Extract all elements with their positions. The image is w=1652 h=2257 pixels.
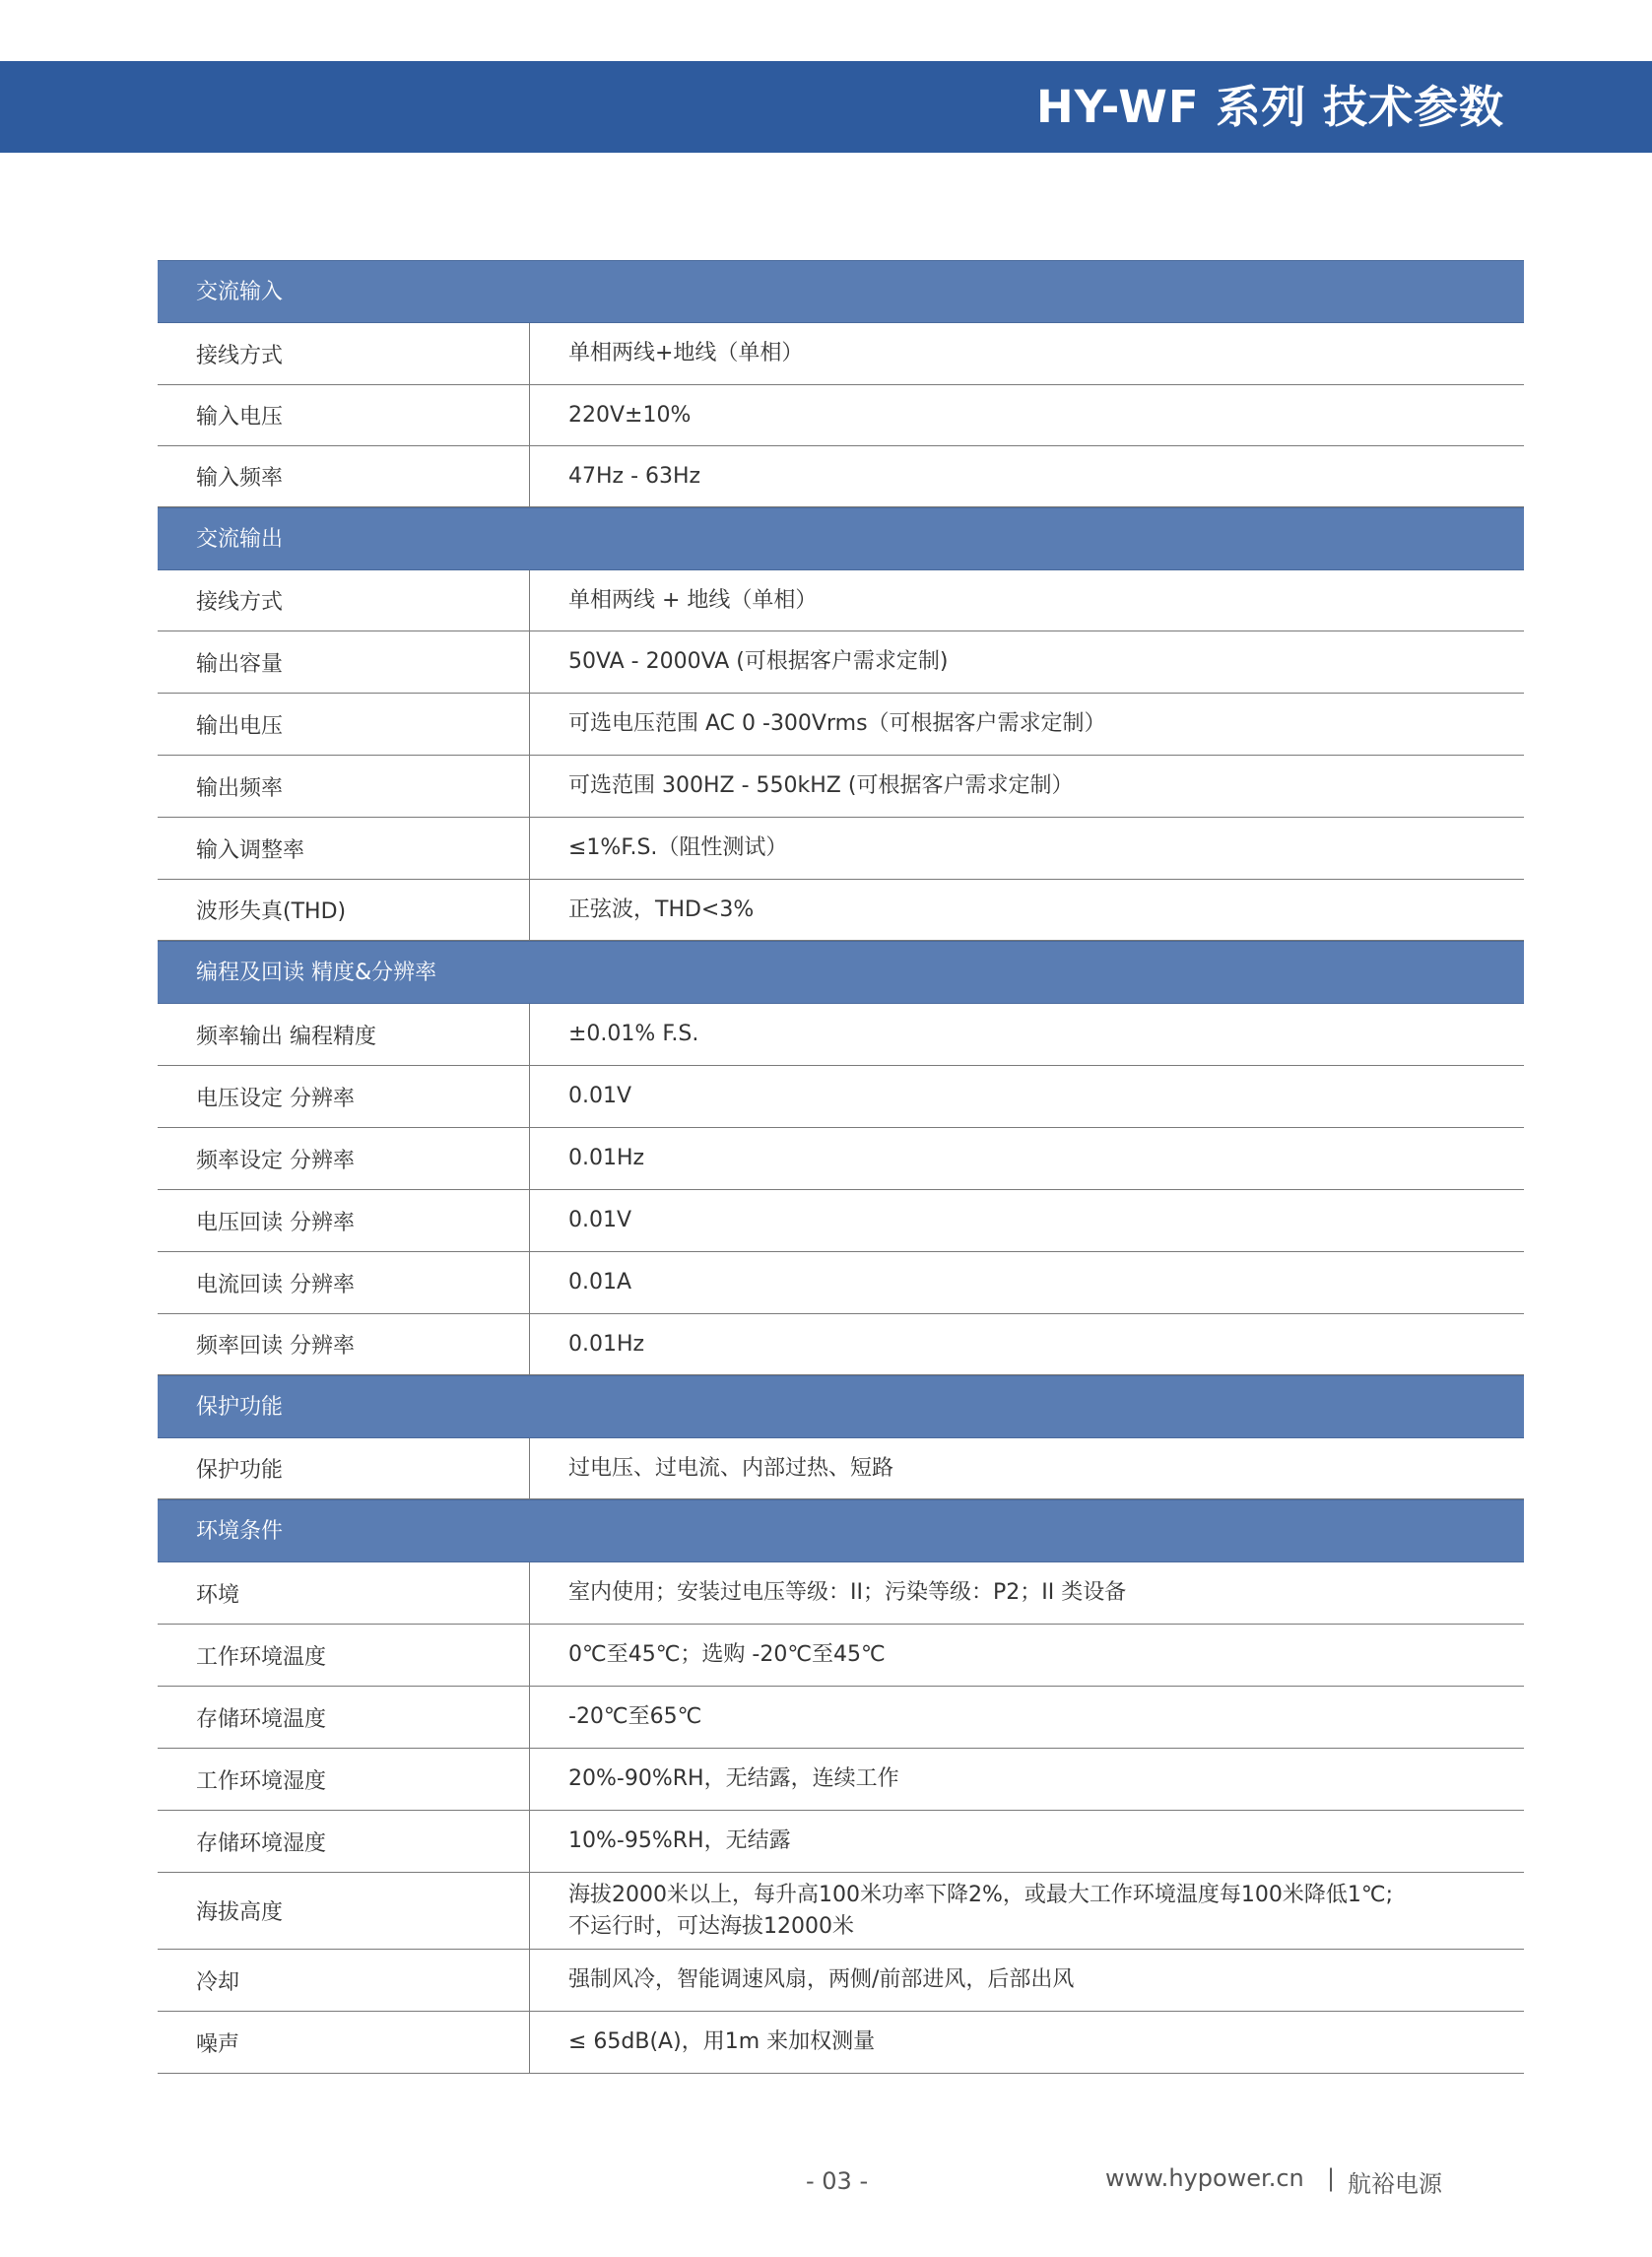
table-row	[158, 1128, 1524, 1190]
row-value-line-2: 不运行时，可达海拔12000米	[568, 1913, 854, 1939]
row-value: 室内使用；安装过电压等级：II；污染等级：P2；II 类设备	[568, 1580, 1127, 1605]
website-link[interactable]: www.hypower.cn	[1105, 2164, 1304, 2192]
row-value: 正弦波，THD<3%	[568, 896, 755, 922]
table-row	[158, 570, 1524, 631]
table-row	[158, 1749, 1524, 1811]
brand-name: 航裕电源	[1348, 2170, 1442, 2198]
table-row	[158, 385, 1524, 446]
table-row	[158, 880, 1524, 941]
row-label: 输出电压	[158, 694, 530, 755]
row-value: 可选电压范围 AC 0 -300Vrms（可根据客户需求定制）	[568, 711, 1106, 736]
row-label: 电压设定 分辨率	[158, 1066, 530, 1127]
section-header-environment: 环境条件	[158, 1499, 1524, 1562]
table-row	[158, 1066, 1524, 1128]
row-value: 0.01A	[568, 1270, 632, 1294]
row-label: 海拔高度	[158, 1873, 530, 1949]
row-value-line-1: 海拔2000米以上，每升高100米功率下降2%，或最大工作环境温度每100米降低1℃;	[568, 1882, 1393, 1907]
row-label: 电压回读 分辨率	[158, 1190, 530, 1251]
row-value: 单相两线+地线（单相）	[568, 341, 804, 365]
row-label: 保护功能	[158, 1438, 530, 1498]
row-label: 环境	[158, 1562, 530, 1624]
row-value: 强制风冷，智能调速风扇，两侧/前部进风，后部出风	[568, 1967, 1075, 1992]
table-row	[158, 1252, 1524, 1314]
table-row	[158, 1687, 1524, 1749]
table-row	[158, 1873, 1524, 1950]
row-value: 过电压、过电流、内部过热、短路	[568, 1455, 894, 1481]
spec-table	[158, 260, 1524, 2074]
table-row	[158, 756, 1524, 818]
table-row	[158, 694, 1524, 756]
row-value: 50VA - 2000VA (可根据客户需求定制)	[568, 649, 949, 674]
row-value: -20℃至65℃	[568, 1704, 702, 1729]
table-row	[158, 1950, 1524, 2012]
row-label: 冷却	[158, 1950, 530, 2011]
page-title: HY-WF 系列 技术参数	[1036, 81, 1504, 133]
section-header-precision: 编程及回读 精度&分辨率	[158, 941, 1524, 1004]
row-value: ±0.01% F.S.	[568, 1022, 699, 1046]
row-label: 电流回读 分辨率	[158, 1252, 530, 1313]
row-value: 0℃至45℃；选购 -20℃至45℃	[568, 1642, 886, 1667]
section-header-ac-output: 交流输出	[158, 507, 1524, 570]
row-value: ≤1%F.S.（阻性测试）	[568, 835, 788, 860]
row-label: 频率设定 分辨率	[158, 1128, 530, 1189]
row-label: 输出频率	[158, 756, 530, 817]
row-value: 220V±10%	[568, 402, 692, 428]
section-header-protection: 保护功能	[158, 1375, 1524, 1438]
table-row	[158, 1314, 1524, 1375]
row-label: 存储环境温度	[158, 1687, 530, 1748]
table-row	[158, 818, 1524, 880]
table-row	[158, 1190, 1524, 1252]
footer-separator: |	[1327, 2164, 1336, 2192]
row-value: 10%-95%RH，无结露	[568, 1828, 791, 1853]
row-label: 输出容量	[158, 631, 530, 693]
row-value: 0.01V	[568, 1084, 632, 1108]
row-label: 输入频率	[158, 446, 530, 506]
section-header-ac-input: 交流输入	[158, 260, 1524, 323]
row-value: 0.01Hz	[568, 1331, 645, 1357]
row-value: 0.01Hz	[568, 1146, 645, 1170]
table-row	[158, 1438, 1524, 1499]
row-label: 工作环境湿度	[158, 1749, 530, 1810]
row-value: 单相两线 + 地线（单相）	[568, 587, 818, 613]
row-value-multiline	[530, 1873, 1524, 1949]
table-row	[158, 1004, 1524, 1066]
row-label: 频率回读 分辨率	[158, 1314, 530, 1374]
row-value: 可选范围 300HZ - 550kHZ (可根据客户需求定制）	[568, 773, 1074, 798]
page-number: - 03 -	[806, 2167, 869, 2195]
row-label: 输入调整率	[158, 818, 530, 879]
row-label: 存储环境湿度	[158, 1811, 530, 1872]
row-label: 频率输出 编程精度	[158, 1004, 530, 1065]
row-label: 噪声	[158, 2012, 530, 2073]
title-banner	[0, 61, 1652, 153]
table-row	[158, 1625, 1524, 1687]
table-row	[158, 631, 1524, 694]
row-value: 47Hz - 63Hz	[568, 463, 701, 489]
row-value: ≤ 65dB(A)，用1m 来加权测量	[568, 2029, 876, 2054]
row-value: 20%-90%RH，无结露，连续工作	[568, 1766, 899, 1791]
row-label: 工作环境温度	[158, 1625, 530, 1686]
row-label: 接线方式	[158, 570, 530, 631]
row-label: 接线方式	[158, 323, 530, 384]
table-row	[158, 1562, 1524, 1625]
row-label: 波形失真(THD)	[158, 880, 530, 940]
row-label: 输入电压	[158, 385, 530, 445]
table-row	[158, 323, 1524, 385]
table-row	[158, 1811, 1524, 1873]
table-row	[158, 446, 1524, 507]
table-row	[158, 2012, 1524, 2074]
row-value: 0.01V	[568, 1208, 632, 1232]
